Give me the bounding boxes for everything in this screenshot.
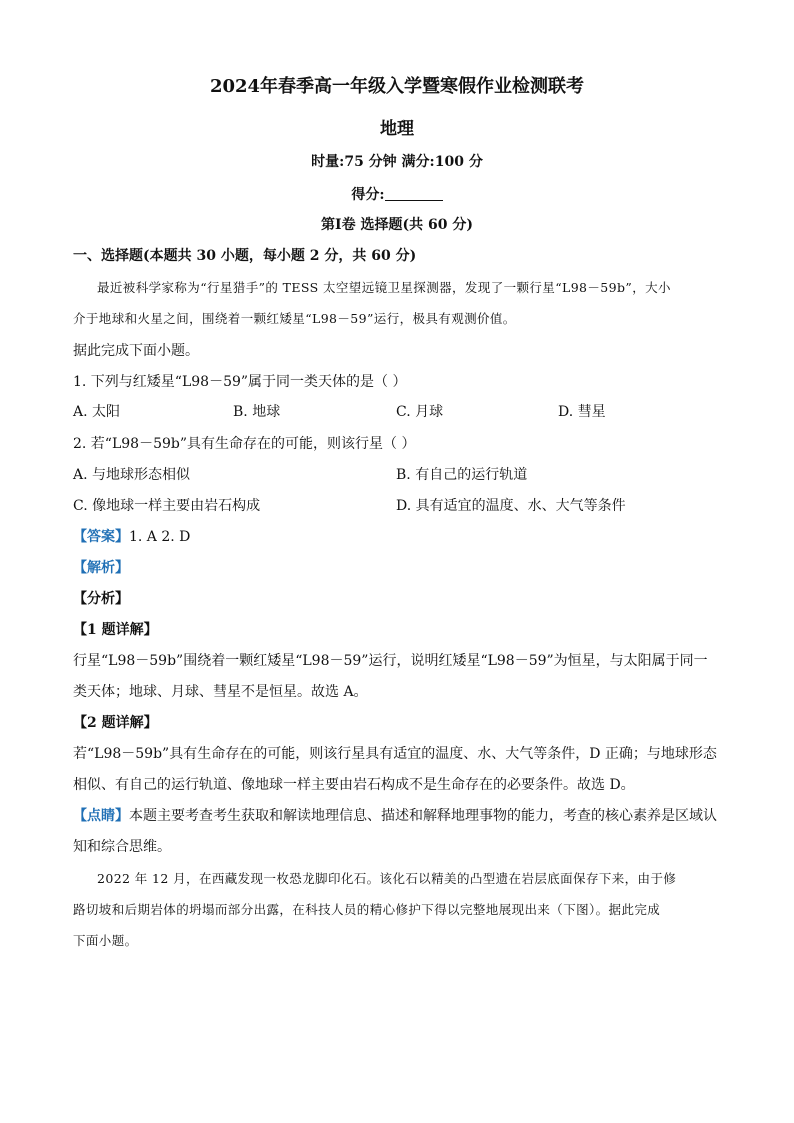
instruction: 据此完成下面小题。: [73, 343, 199, 359]
detail-1-label: 【1 题详解】: [73, 622, 158, 638]
q2-option-a: A. 与地球形态相似: [73, 467, 191, 483]
q1-option-c: C. 月球: [396, 404, 444, 420]
dianjing-text: 知和综合思维。: [73, 839, 171, 855]
detail-1-text: 类天体；地球、月球、彗星不是恒星。故选 A。: [73, 684, 368, 700]
passage1-line: 最近被科学家称为“行星猎手”的 TESS 太空望远镜卫星探测器，发现了一颗行星“L98－59b”，大小: [97, 280, 671, 295]
q2-option-b: B. 有自己的运行轨道: [396, 467, 528, 483]
answer-text: 1. A 2. D: [129, 529, 191, 545]
answer-row: [73, 526, 190, 546]
score-label: 得分:: [351, 187, 385, 203]
fenxi-label: 【分析】: [73, 591, 129, 607]
subject-title: 地理: [380, 119, 414, 139]
detail-2-text: 若“L98－59b”具有生命存在的可能，则该行星具有适宜的温度、水、大气等条件，D 正确；与地球形态: [73, 746, 717, 762]
detail-2-text: 相似、有自己的运行轨道、像地球一样主要由岩石构成不是生命存在的必要条件。故选 D。: [73, 777, 635, 793]
question-1-stem: 1. 下列与红矮星“L98－59”属于同一类天体的是（ ）: [73, 374, 407, 390]
passage1-line: 介于地球和火星之间，围绕着一颗红矮星“L98－59”运行，极具有观测价值。: [73, 311, 516, 326]
answer-label: 【答案】: [73, 529, 129, 545]
score-field: [0, 184, 794, 204]
detail-2-label: 【2 题详解】: [73, 715, 158, 731]
question-2-stem: 2. 若“L98－59b”具有生命存在的可能，则该行星（ ）: [73, 436, 416, 452]
q2-option-d: D. 具有适宜的温度、水、大气等条件: [396, 498, 626, 514]
analysis-label: 【解析】: [73, 560, 129, 576]
dianjing-text: 本题主要考查考生获取和解读地理信息、描述和解释地理事物的能力，考查的核心素养是区域认: [129, 808, 717, 824]
passage2-line: 路切坡和后期岩体的坍塌而部分出露，在科技人员的精心修护下得以完整地展现出来（下图）。据此完成: [73, 902, 661, 917]
passage2-line: 2022 年 12 月，在西藏发现一枚恐龙脚印化石。该化石以精美的凸型遗在岩层底面保存下来，由于修: [97, 871, 677, 886]
q2-option-c: C. 像地球一样主要由岩石构成: [73, 498, 261, 514]
detail-1-text: 行星“L98－59b”围绕着一颗红矮星“L98－59”运行，说明红矮星“L98－59”为恒星，与太阳属于同一: [73, 653, 708, 669]
part-heading: 一、选择题(本题共 30 小题，每小题 2 分，共 60 分): [73, 248, 417, 264]
q1-option-d: D. 彗星: [558, 404, 606, 420]
dianjing-label: 【点睛】: [73, 808, 129, 824]
score-blank: [385, 187, 443, 201]
q1-option-a: A. 太阳: [73, 404, 121, 420]
section-title: 第Ⅰ卷 选择题(共 60 分): [321, 217, 473, 233]
time-and-score: 时量:75 分钟 满分:100 分: [311, 154, 483, 170]
dianjing-row: [73, 805, 717, 825]
exam-title: 2024年春季高一年级入学暨寒假作业检测联考: [209, 76, 585, 97]
passage2-line: 下面小题。: [73, 933, 138, 948]
q1-option-b: B. 地球: [233, 404, 281, 420]
